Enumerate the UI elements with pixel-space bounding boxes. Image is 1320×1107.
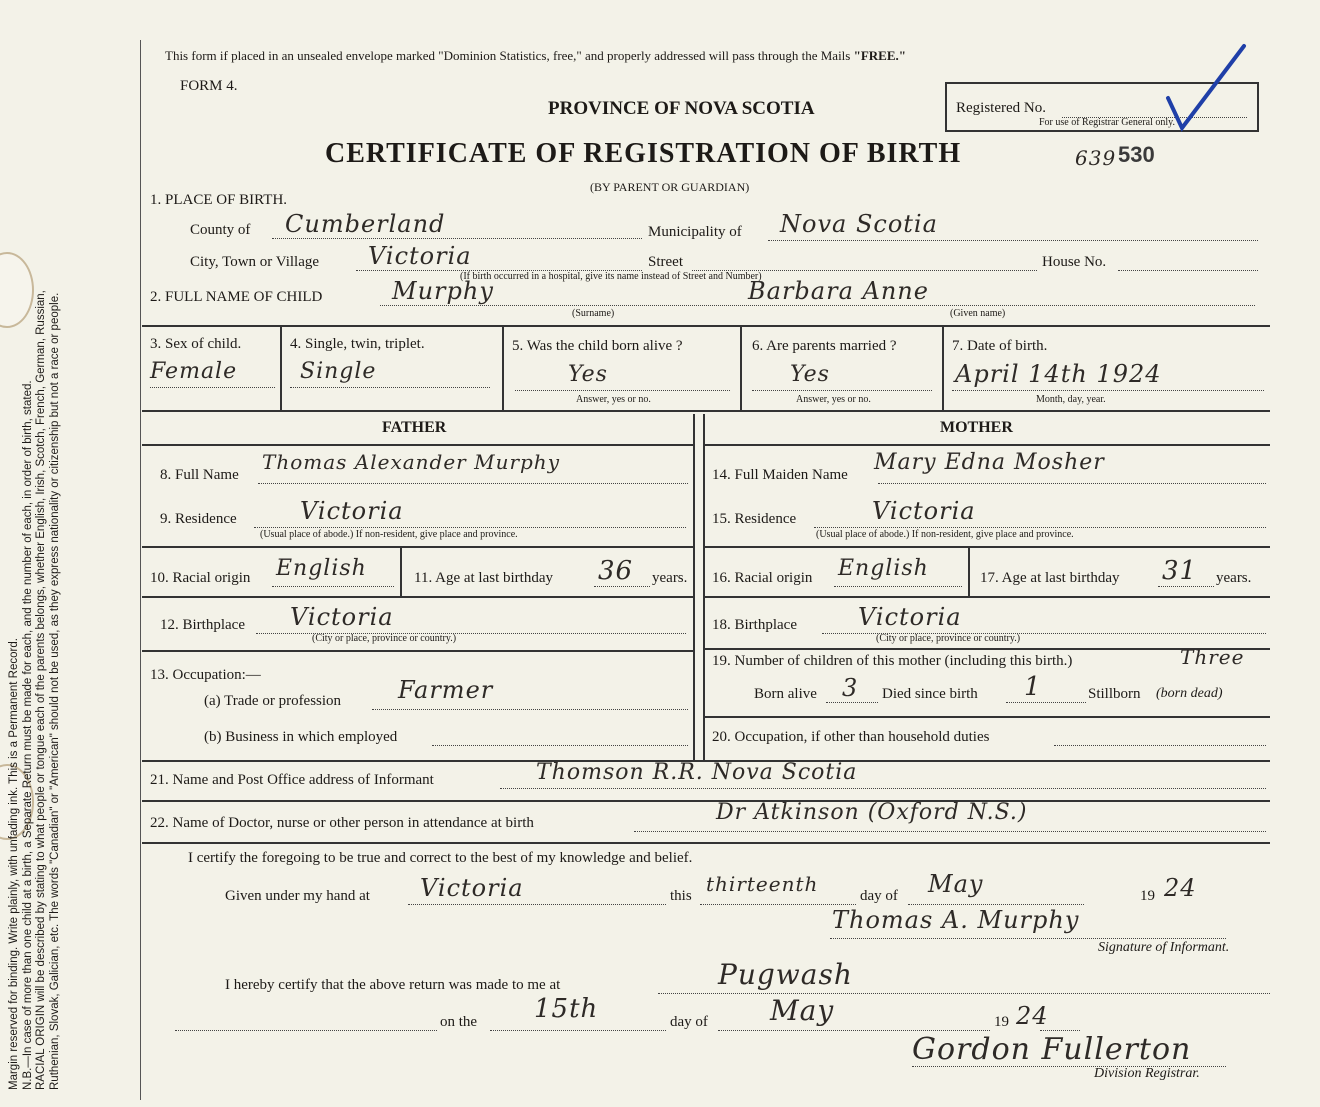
- father-name-line: [258, 483, 688, 484]
- year-prefix: 19: [1140, 888, 1155, 904]
- father-row-rule: [142, 650, 693, 652]
- reg-month-line: [718, 1030, 990, 1031]
- died-label: Died since birth: [882, 686, 978, 702]
- municipality-value: Nova Scotia: [780, 210, 938, 238]
- father-residence-value: Victoria: [300, 497, 404, 525]
- mother-racial-label: 16. Racial origin: [712, 570, 813, 586]
- father-birthplace-value: Victoria: [290, 603, 394, 631]
- business-label: (b) Business in which employed: [204, 729, 398, 745]
- sex-label: 3. Sex of child.: [150, 336, 242, 352]
- trade-value: Farmer: [398, 676, 494, 704]
- registration-number-handwritten: 639: [1075, 146, 1117, 170]
- mother-residence-line: [814, 527, 1266, 528]
- father-row-rule: [142, 596, 693, 598]
- born-alive-answer: Yes: [568, 362, 608, 387]
- registrar-place-value: Pugwash: [718, 958, 853, 991]
- father-age-label: 11. Age at last birthday: [414, 570, 553, 586]
- given-place-line: [408, 904, 666, 905]
- occupation-label: 13. Occupation:—: [150, 667, 261, 683]
- mother-birthplace-label: 18. Birthplace: [712, 617, 797, 633]
- margin-note-line: Margin reserved for binding. Write plainly, with unfading ink. This is a Permanent Record.: [8, 638, 20, 1090]
- city-value: Victoria: [368, 242, 472, 270]
- margin-notes: [8, 40, 128, 1100]
- parents-divider: [703, 414, 705, 760]
- signature-line: [830, 938, 1226, 939]
- sex-line: [150, 387, 275, 388]
- on-the-label: on the: [440, 1014, 478, 1030]
- mother-residence-value: Victoria: [872, 497, 976, 525]
- born-alive-question: 5. Was the child born alive ?: [512, 338, 683, 354]
- died-value: 1: [1024, 672, 1042, 702]
- parents-divider: [693, 414, 695, 760]
- mother-name-value: Mary Edna Mosher: [874, 450, 1105, 475]
- form-number: FORM 4.: [180, 78, 238, 94]
- certify-statement: I certify the foregoing to be true and correct to the best of my knowledge and belief.: [188, 850, 693, 866]
- yes-no-caption: Answer, yes or no.: [796, 394, 871, 405]
- plurality-line: [290, 387, 490, 388]
- father-name-value: Thomas Alexander Murphy: [262, 450, 560, 474]
- mother-column-rule: [968, 546, 970, 596]
- registrar-signature: Gordon Fullerton: [912, 1032, 1192, 1067]
- mother-age-line: [1158, 586, 1214, 587]
- row-rule: [142, 800, 1270, 802]
- mail-note-text: This form if placed in an unsealed envelope marked "Dominion Statistics, free," and properly addressed will pass through the Mails: [165, 48, 854, 63]
- mother-years-label: years.: [1216, 570, 1252, 586]
- place-section-label: 1. PLACE OF BIRTH.: [150, 192, 288, 208]
- parents-married-line: [752, 390, 932, 391]
- father-birthplace-caption: (City or place, province or country.): [312, 633, 457, 644]
- mother-birthplace-value: Victoria: [858, 603, 962, 631]
- mother-heading-rule: [703, 444, 1270, 446]
- child-name-label: 2. FULL NAME OF CHILD: [150, 289, 323, 305]
- children-count-value: Three: [1180, 645, 1245, 669]
- column-rule: [942, 325, 944, 410]
- father-heading: FATHER: [382, 419, 447, 436]
- mother-occupation-label: 20. Occupation, if other than household duties: [712, 729, 990, 745]
- father-residence-line: [254, 527, 686, 528]
- informant-signature: Thomas A. Murphy: [832, 906, 1080, 934]
- registration-number-stamp: 530: [1118, 142, 1155, 167]
- month-value: May: [928, 870, 984, 898]
- row-rule: [142, 325, 1270, 327]
- mother-row-rule: [703, 716, 1270, 718]
- this-label: this: [670, 888, 692, 904]
- sex-value: Female: [150, 359, 238, 384]
- province-heading: PROVINCE OF NOVA SCOTIA: [548, 98, 815, 119]
- father-age-value: 36: [598, 556, 634, 586]
- father-residence-label: 9. Residence: [160, 511, 237, 527]
- mother-age-value: 31: [1162, 556, 1198, 586]
- father-heading-rule: [142, 444, 693, 446]
- mother-row-rule: [703, 596, 1270, 598]
- municipality-label: Municipality of: [648, 224, 742, 240]
- day-of-label: day of: [860, 888, 898, 904]
- father-racial-line: [272, 586, 394, 587]
- father-age-line: [594, 586, 650, 587]
- father-column-rule: [400, 546, 402, 596]
- trade-line: [372, 709, 688, 710]
- reg-month-value: May: [770, 994, 835, 1027]
- month-line: [908, 904, 1084, 905]
- house-line: [1118, 270, 1258, 271]
- date-caption: Month, day, year.: [1036, 394, 1106, 405]
- margin-note-line: N.B.—In case of more than one child at a birth, a Separate Return must be made for each, and the number of each, in order of birth, stated.: [21, 380, 34, 1090]
- parents-married-question: 6. Are parents married ?: [752, 338, 897, 354]
- mother-residence-label: 15. Residence: [712, 511, 797, 527]
- house-label: House No.: [1042, 254, 1107, 270]
- registrar-leading-line: [175, 1030, 437, 1031]
- doctor-label: 22. Name of Doctor, nurse or other person in attendance at birth: [150, 815, 534, 831]
- row-rule: [142, 842, 1270, 844]
- date-of-birth-value: April 14th 1924: [955, 360, 1162, 388]
- given-name-caption: (Given name): [950, 308, 1006, 319]
- mother-abode-caption: (Usual place of abode.) If non-resident, give place and province.: [816, 529, 1074, 540]
- street-label: Street: [648, 254, 683, 270]
- registered-label: Registered No.: [956, 100, 1046, 116]
- certificate-subtitle: (BY PARENT OR GUARDIAN): [590, 180, 750, 194]
- this-line: [700, 904, 856, 905]
- registrar-statement: I hereby certify that the above return was made to me at: [225, 977, 561, 993]
- mail-note: [165, 48, 906, 64]
- registrar-use-note: For use of Registrar General only.: [1039, 117, 1175, 128]
- mother-row-rule: [703, 546, 1270, 548]
- mother-age-label: 17. Age at last birthday: [980, 570, 1120, 586]
- margin-rule: [140, 40, 141, 1100]
- plurality-value: Single: [300, 359, 377, 384]
- this-value: thirteenth: [706, 872, 819, 896]
- county-value: Cumberland: [285, 210, 446, 238]
- born-alive-count-value: 3: [842, 674, 859, 702]
- yes-no-caption: Answer, yes or no.: [576, 394, 651, 405]
- stillborn-label: Stillborn: [1088, 686, 1141, 702]
- born-alive-line: [515, 390, 730, 391]
- reg-day-line: [490, 1030, 666, 1031]
- informant-value: Thomson R.R. Nova Scotia: [536, 760, 858, 785]
- registrar-caption: Division Registrar.: [1094, 1066, 1200, 1081]
- surname-caption: (Surname): [572, 308, 615, 319]
- father-name-label: 8. Full Name: [160, 467, 239, 483]
- plurality-label: 4. Single, twin, triplet.: [290, 336, 425, 352]
- city-label: City, Town or Village: [190, 254, 320, 270]
- margin-note-line: Ruthenian, Slovak, Galician, etc. The words "Canadian" or "American" should not be used, as they express nationality or citizenship but not a race or people.: [48, 292, 61, 1090]
- row-rule: [142, 410, 1270, 412]
- reg-year-value: 24: [1016, 1002, 1049, 1030]
- mother-occupation-line: [1054, 745, 1266, 746]
- year-value: 24: [1164, 874, 1197, 902]
- given-place-value: Victoria: [420, 874, 524, 902]
- reg-day-value: 15th: [534, 994, 599, 1024]
- mother-birthplace-caption: (City or place, province or country.): [876, 633, 1021, 644]
- reg-year-line: [1040, 1030, 1080, 1031]
- died-line: [1006, 702, 1086, 703]
- father-years-label: years.: [652, 570, 688, 586]
- mother-heading: MOTHER: [940, 419, 1013, 436]
- born-alive-count-label: Born alive: [754, 686, 817, 702]
- business-line: [432, 745, 688, 746]
- mother-name-label: 14. Full Maiden Name: [712, 467, 848, 483]
- child-name-line: [380, 305, 1255, 306]
- children-count-label: 19. Number of children of this mother (including this birth.): [712, 653, 1073, 669]
- given-under-label: Given under my hand at: [225, 888, 370, 904]
- doctor-line: [634, 831, 1266, 832]
- child-given-value: Barbara Anne: [748, 277, 929, 305]
- mother-racial-line: [834, 586, 962, 587]
- certificate-title: CERTIFICATE OF REGISTRATION OF BIRTH: [325, 138, 962, 169]
- trade-label: (a) Trade or profession: [204, 693, 342, 709]
- parents-married-answer: Yes: [790, 362, 830, 387]
- doctor-value: Dr Atkinson (Oxford N.S.): [716, 800, 1028, 825]
- father-racial-value: English: [276, 556, 367, 581]
- father-birthplace-label: 12. Birthplace: [160, 617, 245, 633]
- margin-note-line: RACIAL ORIGIN will be described by stating to what people or tongue each of the parents belongs, whether English, Irish, Scotch, French, German, Russian,: [35, 290, 47, 1090]
- signature-caption: Signature of Informant.: [1098, 940, 1230, 955]
- mother-racial-value: English: [838, 556, 929, 581]
- reg-day-of-label: day of: [670, 1014, 708, 1030]
- mail-note-free: "FREE.": [853, 48, 906, 63]
- stillborn-caption: (born dead): [1156, 686, 1223, 701]
- father-row-rule: [142, 546, 693, 548]
- mother-name-line: [878, 483, 1266, 484]
- checkmark-icon: [1160, 40, 1250, 140]
- column-rule: [740, 325, 742, 410]
- child-surname-value: Murphy: [392, 277, 494, 305]
- informant-label: 21. Name and Post Office address of Informant: [150, 772, 434, 788]
- reg-year-prefix: 19: [994, 1014, 1009, 1030]
- column-rule: [280, 325, 282, 410]
- hospital-note: (If birth occurred in a hospital, give its name instead of Street and Number): [460, 271, 762, 282]
- father-racial-label: 10. Racial origin: [150, 570, 251, 586]
- born-alive-count-line: [826, 702, 878, 703]
- column-rule: [502, 325, 504, 410]
- registrar-place-line: [658, 993, 1270, 994]
- date-of-birth-line: [952, 390, 1264, 391]
- informant-line: [500, 788, 1266, 789]
- date-of-birth-label: 7. Date of birth.: [952, 338, 1048, 354]
- county-line: [272, 238, 642, 239]
- municipality-line: [768, 240, 1258, 241]
- father-abode-caption: (Usual place of abode.) If non-resident, give place and province.: [260, 529, 518, 540]
- county-label: County of: [190, 222, 251, 238]
